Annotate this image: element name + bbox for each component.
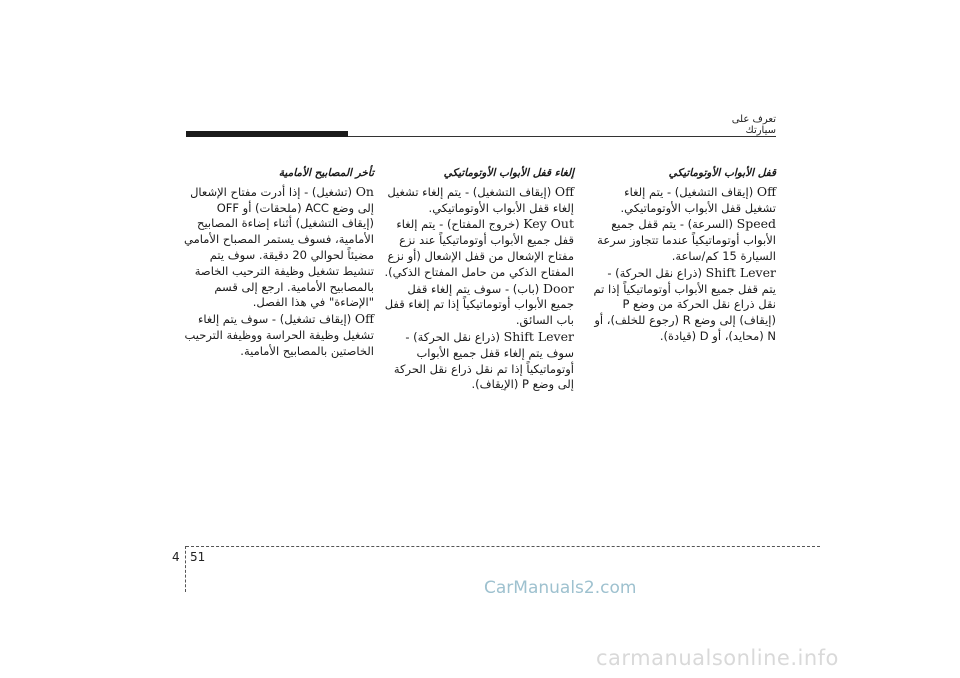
header-rule [348, 136, 776, 137]
brand-footer-text: carmanualsonline.info [596, 646, 839, 670]
option-description: (ذراع نقل الحركة) - سوف يتم إلغاء قفل جميع الأبواب أوتوماتيكياً إذا تم نقل ذراع نقل الحركة إلى وضع P (الإيقاف). [393, 329, 574, 392]
option-label: Shift Lever [705, 264, 776, 280]
option-label: Off [354, 311, 374, 327]
header-accent-bar [186, 131, 348, 137]
option-description: (باب) - سوف يتم إلغاء قفل جميع الأبواب أوتوماتيكياً إذا تم إلغاء قفل باب السائق. [384, 281, 574, 328]
watermark-text: CarManuals2.com [484, 578, 637, 598]
option-item [592, 265, 776, 345]
column-auto-door-lock [592, 166, 776, 345]
option-item [592, 184, 776, 217]
section-title-auto-door-lock: قفل الأبواب الأوتوماتيكي [668, 167, 776, 179]
option-label: Door [542, 280, 574, 296]
option-label: Speed [736, 216, 776, 232]
option-description: (إيقاف التشغيل) - يتم إلغاء تشغيل قفل الأبواب الأوتوماتيكي. [620, 184, 776, 215]
option-item [184, 311, 374, 359]
section-header-title: تعرف على سيارتك [731, 114, 776, 136]
option-description: (السرعة) - يتم قفل جميع الأبواب أوتوماتيكياً عندما تتجاوز سرعة السيارة 15 كم/ساعة. [597, 217, 776, 263]
option-label: Off [756, 183, 776, 199]
option-item [384, 281, 574, 329]
option-item [384, 184, 574, 217]
option-label: On [355, 183, 374, 199]
option-description: (تشغيل) - إذا أدرت مفتاح الإشعال إلى وضع ACC (ملحقات) أو OFF (إيقاف التشغيل) أثناء إضاءة المصابيح الأمامية، فسوف يستمر المصباح الأمامي مضيئاً لحوالي 20 دقيقة. سوف يتم تنشيط تشغيل وظيفة الترحيب الخاصة بالمصابيح الأمامية. ارجع إلى قسم "الإضاءة" في هذا الفصل. [184, 184, 374, 310]
option-description: (ذراع نقل الحركة) - يتم قفل جميع الأبواب أوتوماتيكياً إذا تم نقل ذراع نقل الحركة من وضع P (إيقاف) إلى وضع R (رجوع للخلف)، أو N (محايد)، أو D (قيادة). [593, 265, 776, 343]
page-number: 51 [190, 550, 206, 564]
column-auto-door-unlock [384, 166, 574, 393]
option-label: Key Out [523, 216, 574, 232]
footer-dashed-rule [186, 546, 820, 547]
footer-dashed-divider [185, 546, 186, 592]
option-description: (خروج المفتاح) - يتم إلغاء قفل جميع الأبواب أوتوماتيكياً عند نزع مفتاح الإشعال من قفل الإشعال (أو نزع المفتاح الذكي من حامل المفتاح الذكي). [384, 217, 574, 279]
option-item [384, 329, 574, 393]
option-label: Off [554, 183, 574, 199]
column-headlamp-delay [184, 166, 374, 360]
option-item [384, 216, 574, 280]
option-description: (إيقاف التشغيل) - يتم إلغاء تشغيل إلغاء قفل الأبواب الأوتوماتيكي. [387, 184, 574, 215]
section-title-auto-door-unlock: إلغاء قفل الأبواب الأوتوماتيكي [443, 167, 574, 179]
option-description: (إيقاف تشغيل) - سوف يتم إلغاء تشغيل وظيفة الحراسة ووظيفة الترحيب الخاصتين بالمصابيح الأمامية. [184, 312, 374, 358]
option-item [184, 184, 374, 311]
chapter-number: 4 [172, 550, 180, 564]
option-item [592, 216, 776, 264]
option-label: Shift Lever [503, 328, 574, 344]
section-title-headlamp-delay: تأخر المصابيح الأمامية [278, 167, 374, 179]
